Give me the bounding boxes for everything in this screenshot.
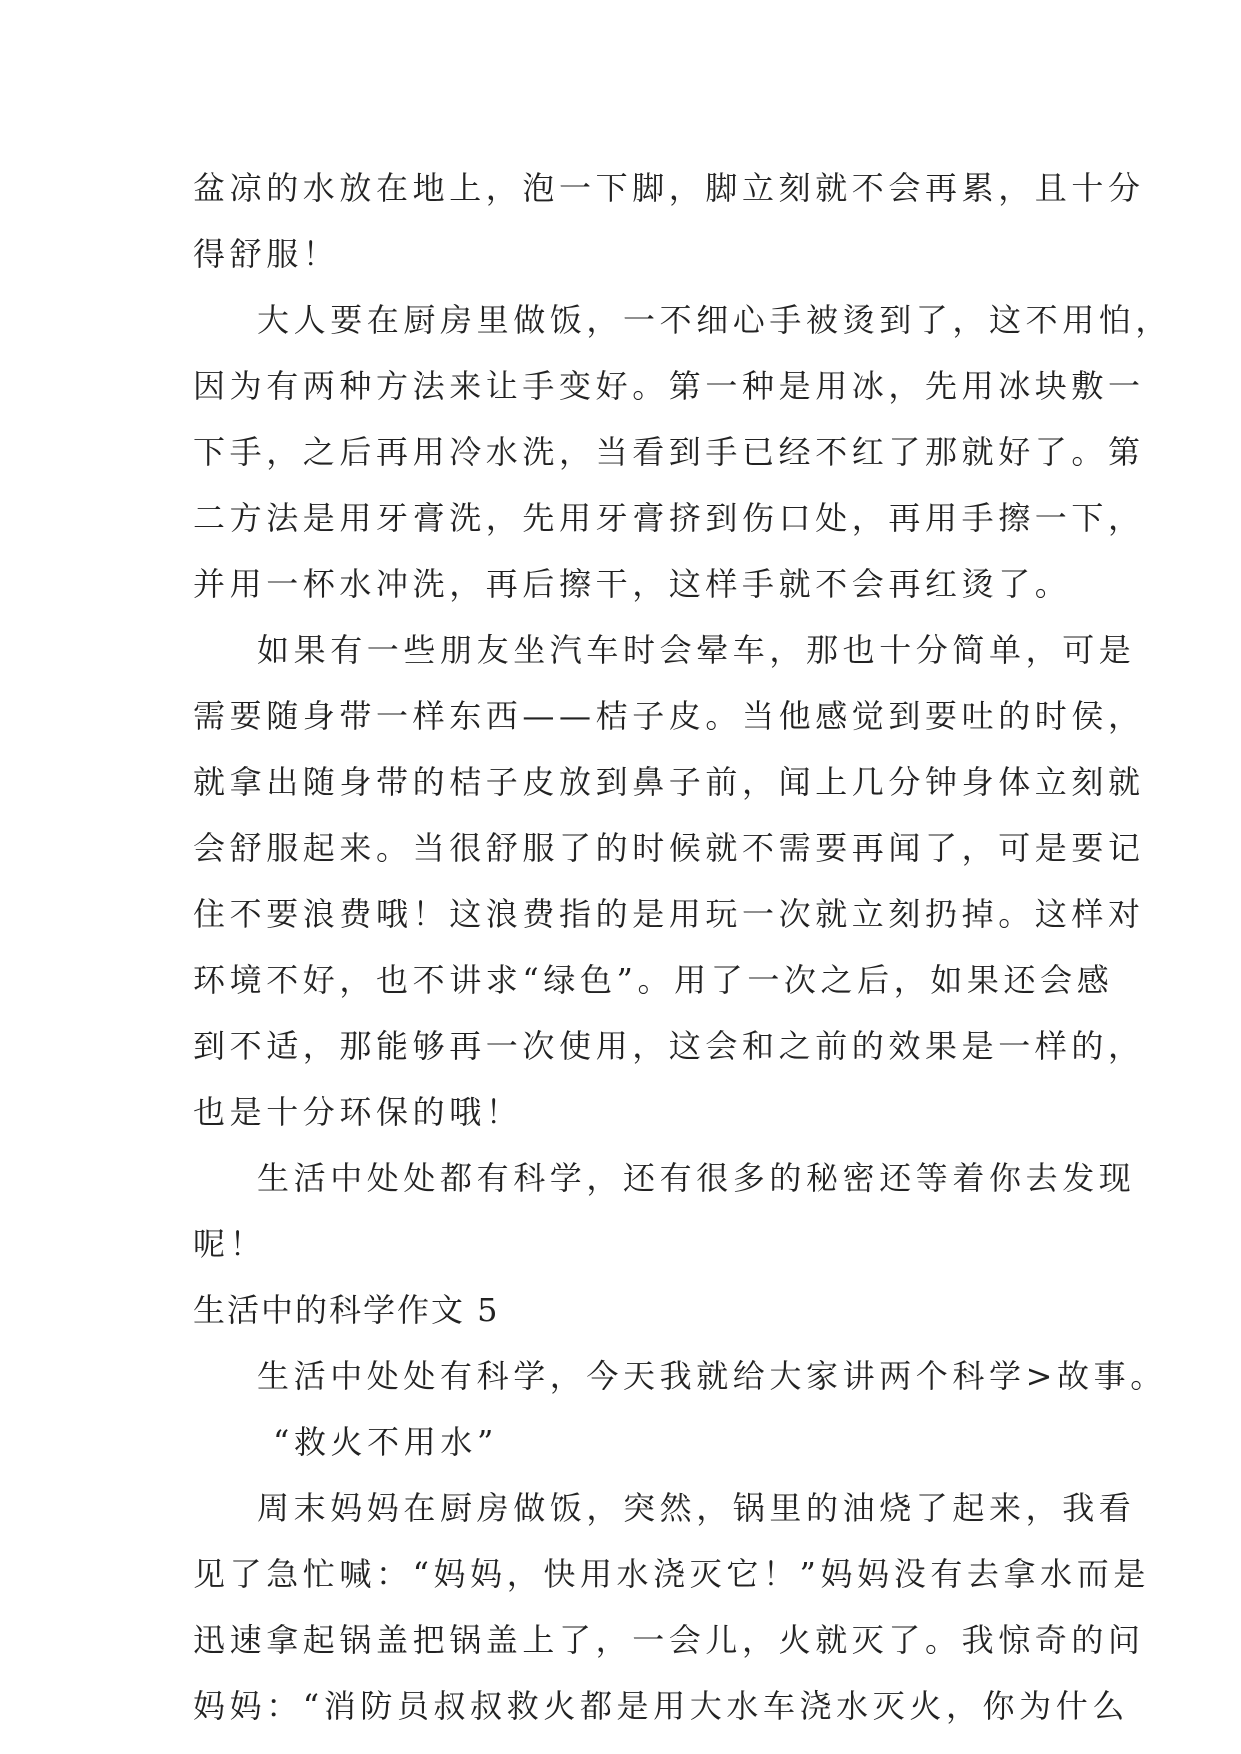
paragraph-start: 周末妈妈在厨房做饭，突然，锅里的油烧了起来，我看 <box>257 1489 1136 1527</box>
text-line: 到不适，那能够再一次使用，这会和之前的效果是一样的， <box>193 1027 1145 1065</box>
section-heading: 生活中的科学作文 5 <box>193 1291 500 1329</box>
document-page <box>193 155 1173 1739</box>
text-line: 环境不好，也不讲求“绿色”。用了一次之后，如果还会感 <box>193 961 1114 999</box>
text-line: 因为有两种方法来让手变好。第一种是用冰，先用冰块敷一 <box>193 367 1145 405</box>
text-line: 下手，之后再用冷水洗，当看到手已经不红了那就好了。第 <box>193 433 1145 471</box>
paragraph-start: 如果有一些朋友坐汽车时会晕车，那也十分简单，可是 <box>257 631 1136 669</box>
text-line: 并用一杯水冲洗，再后擦干，这样手就不会再红烫了。 <box>193 565 1072 603</box>
text-line: 就拿出随身带的桔子皮放到鼻子前，闻上几分钟身体立刻就 <box>193 763 1145 801</box>
paragraph-start: 生活中处处都有科学，还有很多的秘密还等着你去发现 <box>257 1159 1136 1197</box>
text-line: 会舒服起来。当很舒服了的时候就不需要再闻了，可是要记 <box>193 829 1145 867</box>
text-line: 得舒服！ <box>193 235 340 273</box>
text-line: 迅速拿起锅盖把锅盖上了，一会儿，火就灭了。我惊奇的问 <box>193 1621 1145 1659</box>
text-line: 呢！ <box>193 1225 267 1263</box>
text-line: 也是十分环保的哦！ <box>193 1093 523 1131</box>
paragraph-start: 大人要在厨房里做饭，一不细心手被烫到了，这不用怕， <box>257 301 1173 339</box>
story-title: “救火不用水” <box>273 1423 498 1461</box>
text-line: 见了急忙喊：“妈妈，快用水浇灭它！”妈妈没有去拿水而是 <box>193 1555 1150 1593</box>
text-line: 需要随身带一样东西——桔子皮。当他感觉到要吐的时侯， <box>193 697 1145 735</box>
text-line: 妈妈：“消防员叔叔救火都是用大水车浇水灭火，你为什么 <box>193 1687 1129 1725</box>
paragraph-start: 生活中处处有科学，今天我就给大家讲两个科学>故事。 <box>257 1357 1167 1395</box>
text-line: 盆凉的水放在地上，泡一下脚，脚立刻就不会再累，且十分 <box>193 169 1145 207</box>
text-line: 二方法是用牙膏洗，先用牙膏挤到伤口处，再用手擦一下， <box>193 499 1145 537</box>
text-line: 住不要浪费哦！这浪费指的是用玩一次就立刻扔掉。这样对 <box>193 895 1145 933</box>
